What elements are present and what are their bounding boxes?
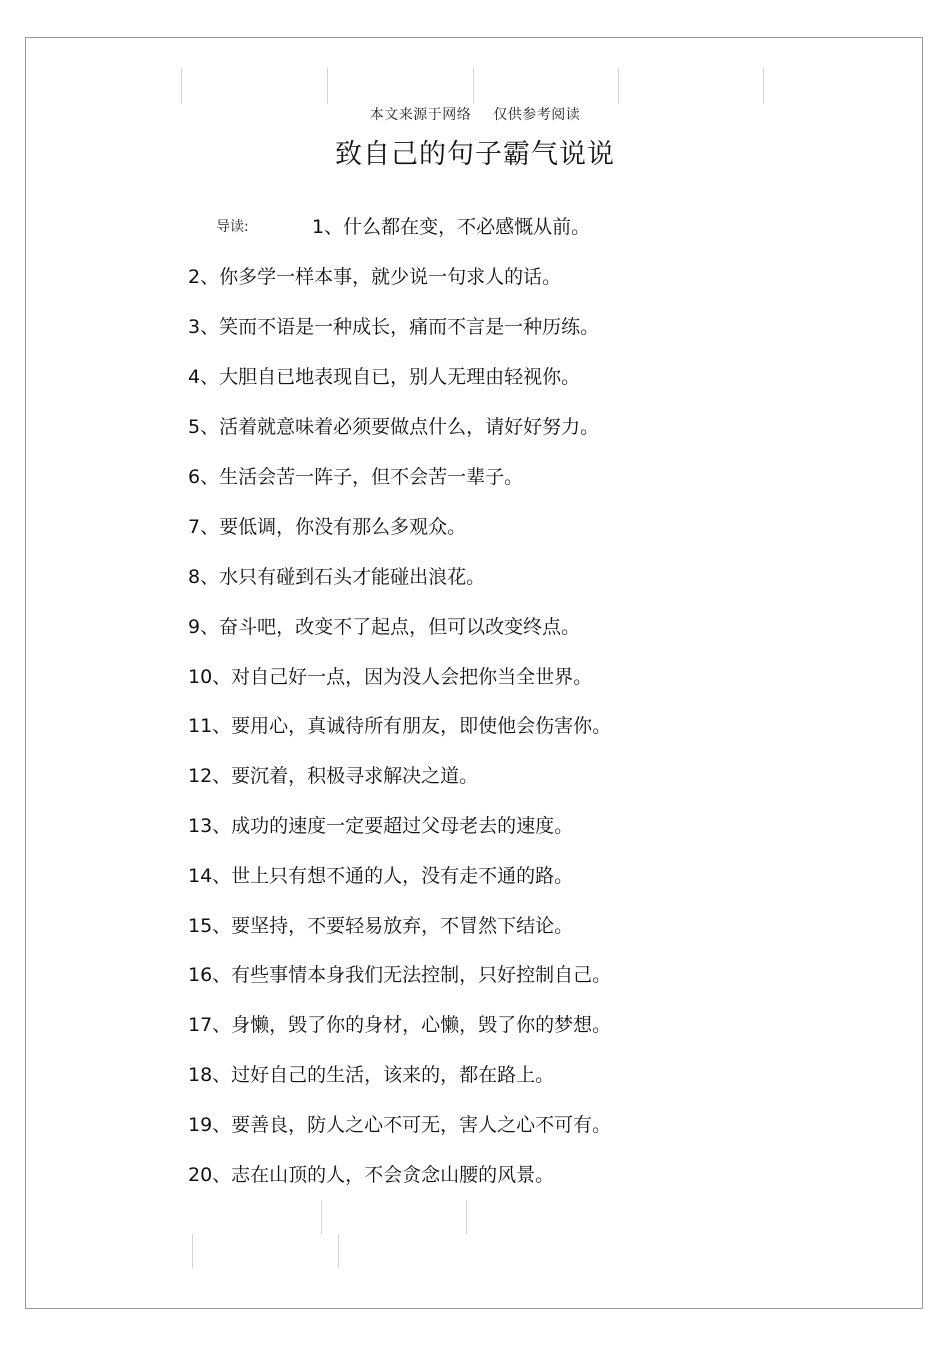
quote-line: 10、对自己好一点，因为没人会把你当全世界。 — [188, 666, 593, 688]
quote-line: 14、世上只有想不通的人，没有走不通的路。 — [188, 865, 574, 887]
quote-line: 19、要善良，防人之心不可无，害人之心不可有。 — [188, 1114, 612, 1136]
quote-line: 12、要沉着，积极寻求解决之道。 — [188, 765, 479, 787]
source-note — [0, 104, 950, 124]
scan-mark — [763, 68, 764, 104]
quote-line: 18、过好自己的生活，该来的，都在路上。 — [188, 1064, 555, 1086]
scan-mark — [192, 1234, 193, 1268]
quote-line: 17、身懒，毁了你的身材，心懒，毁了你的梦想。 — [188, 1014, 612, 1036]
scan-mark — [321, 1200, 322, 1234]
quote-line: 8、水只有碰到石头才能碰出浪花。 — [188, 566, 486, 588]
quote-line: 3、笑而不语是一种成长，痛而不言是一种历练。 — [188, 316, 600, 338]
quote-line: 15、要坚持，不要轻易放弃，不冒然下结论。 — [188, 915, 574, 937]
quote-line: 20、志在山顶的人，不会贪念山腰的风景。 — [188, 1164, 555, 1186]
quote-line: 16、有些事情本身我们无法控制，只好控制自己。 — [188, 964, 612, 986]
scan-mark — [338, 1234, 339, 1268]
reference-note-text: 仅供参考阅读 — [493, 107, 581, 123]
intro-label: 导读: — [216, 219, 249, 235]
scan-mark — [466, 1200, 467, 1234]
quote-line: 5、活着就意味着必须要做点什么，请好好努力。 — [188, 416, 600, 438]
quote-line: 1、什么都在变，不必感慨从前。 — [312, 216, 591, 238]
quote-line: 7、要低调，你没有那么多观众。 — [188, 516, 467, 538]
scan-mark — [327, 68, 328, 104]
quote-line: 4、大胆自已地表现自已，别人无理由轻视你。 — [188, 366, 581, 388]
scan-mark — [181, 68, 182, 104]
scan-mark — [618, 68, 619, 104]
document-title: 致自己的句子霸气说说 — [335, 139, 615, 170]
scan-mark — [473, 68, 474, 104]
source-note-text: 本文来源于网络 — [369, 107, 472, 123]
quote-line: 11、要用心，真诚待所有朋友，即使他会伤害你。 — [188, 715, 612, 737]
quote-line: 2、你多学一样本事，就少说一句求人的话。 — [188, 266, 562, 288]
quote-line: 9、奋斗吧，改变不了起点，但可以改变终点。 — [188, 616, 581, 638]
quote-line: 13、成功的速度一定要超过父母老去的速度。 — [188, 815, 574, 837]
quote-line: 6、生活会苦一阵子，但不会苦一辈子。 — [188, 466, 524, 488]
